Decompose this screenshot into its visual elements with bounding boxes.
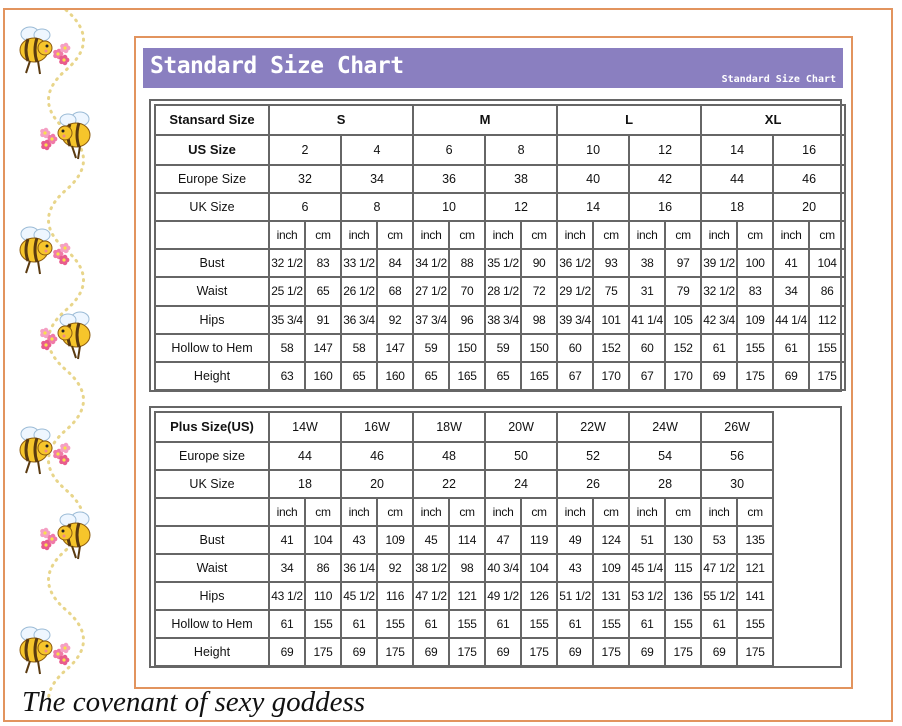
unit-cm: cm xyxy=(377,498,413,526)
measurement-row xyxy=(155,582,773,610)
europe-size-value: 46 xyxy=(341,442,413,470)
measurement-value: 39 3/4 xyxy=(557,306,593,334)
plus-size-label: 16W xyxy=(341,412,413,442)
europe-size-row xyxy=(155,165,845,193)
uk-size-row xyxy=(155,470,773,498)
page-subtitle: Standard Size Chart xyxy=(721,74,836,85)
measurement-value: 45 1/2 xyxy=(341,582,377,610)
measurement-value: 58 xyxy=(269,334,305,362)
unit-inch: inch xyxy=(701,498,737,526)
europe-size-value: 34 xyxy=(341,165,413,193)
unit-inch: inch xyxy=(413,498,449,526)
measurement-value: 61 xyxy=(269,610,305,638)
unit-inch: inch xyxy=(485,498,521,526)
measurement-value: 39 1/2 xyxy=(701,249,737,277)
measurement-value: 150 xyxy=(521,334,557,362)
us-size-value: 14 xyxy=(701,135,773,165)
measurement-value: 44 1/4 xyxy=(773,306,809,334)
measurement-value: 90 xyxy=(521,249,557,277)
measurement-value: 104 xyxy=(521,554,557,582)
measurement-value: 92 xyxy=(377,554,413,582)
unit-inch: inch xyxy=(557,498,593,526)
europe-size-value: 32 xyxy=(269,165,341,193)
measurement-value: 126 xyxy=(521,582,557,610)
measurement-value: 35 1/2 xyxy=(485,249,521,277)
measurement-value: 25 1/2 xyxy=(269,277,305,305)
measurement-value: 147 xyxy=(305,334,341,362)
unit-cm: cm xyxy=(737,221,773,249)
footer-caption: The covenant of sexy goddess xyxy=(22,686,366,718)
unit-cm: cm xyxy=(377,221,413,249)
unit-inch: inch xyxy=(557,221,593,249)
unit-cm: cm xyxy=(809,221,845,249)
measurement-value: 155 xyxy=(305,610,341,638)
unit-inch: inch xyxy=(629,498,665,526)
measurement-value: 34 xyxy=(773,277,809,305)
measurement-value: 61 xyxy=(485,610,521,638)
plus-size-table xyxy=(154,411,774,667)
measurement-value: 155 xyxy=(593,610,629,638)
measurement-value: 109 xyxy=(737,306,773,334)
measurement-value: 67 xyxy=(557,362,593,390)
unit-cm: cm xyxy=(521,498,557,526)
row-label: Hips xyxy=(155,306,269,334)
europe-size-row xyxy=(155,442,773,470)
measurement-value: 49 1/2 xyxy=(485,582,521,610)
uk-size-value: 6 xyxy=(269,193,341,221)
uk-size-value: 14 xyxy=(557,193,629,221)
measurement-row xyxy=(155,277,845,305)
measurement-value: 135 xyxy=(737,526,773,554)
measurement-value: 155 xyxy=(377,610,413,638)
uk-size-value: 16 xyxy=(629,193,701,221)
uk-size-value: 12 xyxy=(485,193,557,221)
measurement-value: 47 xyxy=(485,526,521,554)
measurement-value: 47 1/2 xyxy=(413,582,449,610)
size-group-label: S xyxy=(269,105,413,135)
us-size-value: 10 xyxy=(557,135,629,165)
size-group-label: XL xyxy=(701,105,845,135)
row-label: Bust xyxy=(155,526,269,554)
unit-inch: inch xyxy=(629,221,665,249)
plus-size-label: 18W xyxy=(413,412,485,442)
measurement-value: 59 xyxy=(485,334,521,362)
uk-size-value: 28 xyxy=(629,470,701,498)
measurement-value: 36 1/4 xyxy=(341,554,377,582)
measurement-value: 98 xyxy=(521,306,557,334)
measurement-value: 72 xyxy=(521,277,557,305)
measurement-value: 130 xyxy=(665,526,701,554)
unit-inch: inch xyxy=(341,221,377,249)
measurement-value: 110 xyxy=(305,582,341,610)
measurement-value: 105 xyxy=(665,306,701,334)
measurement-value: 124 xyxy=(593,526,629,554)
measurement-value: 59 xyxy=(413,334,449,362)
measurement-value: 49 xyxy=(557,526,593,554)
measurement-value: 36 1/2 xyxy=(557,249,593,277)
us-size-value: 6 xyxy=(413,135,485,165)
measurement-value: 69 xyxy=(557,638,593,666)
measurement-value: 69 xyxy=(701,638,737,666)
size-group-label: M xyxy=(413,105,557,135)
measurement-value: 32 1/2 xyxy=(269,249,305,277)
measurement-value: 65 xyxy=(341,362,377,390)
measurement-value: 53 xyxy=(701,526,737,554)
measurement-value: 61 xyxy=(557,610,593,638)
measurement-value: 32 1/2 xyxy=(701,277,737,305)
us-size-value: 12 xyxy=(629,135,701,165)
row-label: US Size xyxy=(155,135,269,165)
measurement-value: 86 xyxy=(305,554,341,582)
measurement-value: 70 xyxy=(449,277,485,305)
us-size-value: 4 xyxy=(341,135,413,165)
measurement-value: 37 3/4 xyxy=(413,306,449,334)
unit-inch: inch xyxy=(701,221,737,249)
measurement-value: 83 xyxy=(737,277,773,305)
measurement-value: 45 1/4 xyxy=(629,554,665,582)
uk-size-value: 26 xyxy=(557,470,629,498)
measurement-value: 38 1/2 xyxy=(413,554,449,582)
measurement-value: 43 xyxy=(557,554,593,582)
unit-inch: inch xyxy=(485,221,521,249)
measurement-value: 155 xyxy=(449,610,485,638)
uk-size-row xyxy=(155,193,845,221)
measurement-value: 41 xyxy=(269,526,305,554)
measurement-value: 43 1/2 xyxy=(269,582,305,610)
measurement-value: 160 xyxy=(377,362,413,390)
measurement-value: 41 1/4 xyxy=(629,306,665,334)
us-size-value: 8 xyxy=(485,135,557,165)
measurement-value: 119 xyxy=(521,526,557,554)
measurement-value: 175 xyxy=(809,362,845,390)
row-label: Stansard Size xyxy=(155,105,269,135)
measurement-value: 175 xyxy=(665,638,701,666)
measurement-value: 101 xyxy=(593,306,629,334)
measurement-value: 51 xyxy=(629,526,665,554)
measurement-value: 69 xyxy=(341,638,377,666)
plus-size-table-frame xyxy=(149,406,842,668)
measurement-value: 28 1/2 xyxy=(485,277,521,305)
measurement-value: 88 xyxy=(449,249,485,277)
measurement-value: 100 xyxy=(737,249,773,277)
measurement-value: 98 xyxy=(449,554,485,582)
measurement-value: 65 xyxy=(485,362,521,390)
measurement-value: 114 xyxy=(449,526,485,554)
unit-cm: cm xyxy=(449,221,485,249)
measurement-value: 116 xyxy=(377,582,413,610)
measurement-value: 155 xyxy=(737,610,773,638)
unit-cm: cm xyxy=(737,498,773,526)
measurement-value: 175 xyxy=(737,362,773,390)
measurement-value: 35 3/4 xyxy=(269,306,305,334)
measurement-value: 60 xyxy=(557,334,593,362)
bee-decoration-column xyxy=(6,10,126,700)
measurement-row xyxy=(155,638,773,666)
measurement-row xyxy=(155,526,773,554)
measurement-value: 38 xyxy=(629,249,665,277)
measurement-value: 104 xyxy=(809,249,845,277)
measurement-value: 43 xyxy=(341,526,377,554)
measurement-value: 34 1/2 xyxy=(413,249,449,277)
row-label: Hollow to Hem xyxy=(155,334,269,362)
measurement-value: 69 xyxy=(485,638,521,666)
europe-size-value: 40 xyxy=(557,165,629,193)
measurement-value: 34 xyxy=(269,554,305,582)
measurement-value: 65 xyxy=(305,277,341,305)
europe-size-value: 36 xyxy=(413,165,485,193)
measurement-value: 58 xyxy=(341,334,377,362)
measurement-value: 131 xyxy=(593,582,629,610)
measurement-value: 41 xyxy=(773,249,809,277)
row-label: UK Size xyxy=(155,470,269,498)
uk-size-value: 20 xyxy=(341,470,413,498)
measurement-value: 61 xyxy=(413,610,449,638)
size-group-header-row xyxy=(155,105,845,135)
measurement-value: 51 1/2 xyxy=(557,582,593,610)
europe-size-value: 44 xyxy=(269,442,341,470)
measurement-value: 53 1/2 xyxy=(629,582,665,610)
measurement-row xyxy=(155,249,845,277)
measurement-value: 104 xyxy=(305,526,341,554)
unit-cm: cm xyxy=(665,498,701,526)
europe-size-value: 50 xyxy=(485,442,557,470)
europe-size-value: 38 xyxy=(485,165,557,193)
europe-size-value: 46 xyxy=(773,165,845,193)
measurement-value: 175 xyxy=(737,638,773,666)
measurement-value: 115 xyxy=(665,554,701,582)
plus-size-label: 22W xyxy=(557,412,629,442)
measurement-value: 165 xyxy=(521,362,557,390)
uk-size-value: 22 xyxy=(413,470,485,498)
unit-cm: cm xyxy=(593,498,629,526)
measurement-value: 61 xyxy=(701,610,737,638)
measurement-value: 175 xyxy=(377,638,413,666)
plus-size-label: 14W xyxy=(269,412,341,442)
page-title: Standard Size Chart xyxy=(150,53,404,79)
measurement-value: 147 xyxy=(377,334,413,362)
measurement-value: 152 xyxy=(665,334,701,362)
unit-cm: cm xyxy=(593,221,629,249)
standard-size-table-frame xyxy=(149,99,842,392)
measurement-value: 36 3/4 xyxy=(341,306,377,334)
uk-size-value: 8 xyxy=(341,193,413,221)
measurement-value: 97 xyxy=(665,249,701,277)
row-label: Hips xyxy=(155,582,269,610)
measurement-value: 69 xyxy=(269,638,305,666)
unit-cm: cm xyxy=(305,221,341,249)
measurement-value: 67 xyxy=(629,362,665,390)
unit-row xyxy=(155,498,773,526)
row-label: Bust xyxy=(155,249,269,277)
measurement-value: 38 3/4 xyxy=(485,306,521,334)
row-label: Height xyxy=(155,362,269,390)
measurement-value: 61 xyxy=(629,610,665,638)
unit-cm: cm xyxy=(665,221,701,249)
plus-size-header-row xyxy=(155,412,773,442)
measurement-value: 175 xyxy=(449,638,485,666)
row-label: Hollow to Hem xyxy=(155,610,269,638)
measurement-value: 141 xyxy=(737,582,773,610)
measurement-value: 91 xyxy=(305,306,341,334)
measurement-value: 26 1/2 xyxy=(341,277,377,305)
measurement-value: 84 xyxy=(377,249,413,277)
us-size-value: 16 xyxy=(773,135,845,165)
unit-inch: inch xyxy=(269,221,305,249)
measurement-value: 96 xyxy=(449,306,485,334)
uk-size-value: 20 xyxy=(773,193,845,221)
row-label: Waist xyxy=(155,554,269,582)
us-size-row xyxy=(155,135,845,165)
measurement-value: 75 xyxy=(593,277,629,305)
measurement-value: 61 xyxy=(701,334,737,362)
measurement-value: 69 xyxy=(701,362,737,390)
measurement-value: 69 xyxy=(413,638,449,666)
measurement-value: 65 xyxy=(413,362,449,390)
unit-inch: inch xyxy=(773,221,809,249)
measurement-value: 112 xyxy=(809,306,845,334)
measurement-value: 175 xyxy=(305,638,341,666)
measurement-value: 68 xyxy=(377,277,413,305)
measurement-value: 155 xyxy=(521,610,557,638)
measurement-value: 47 1/2 xyxy=(701,554,737,582)
uk-size-value: 10 xyxy=(413,193,485,221)
measurement-value: 109 xyxy=(593,554,629,582)
measurement-value: 92 xyxy=(377,306,413,334)
europe-size-value: 56 xyxy=(701,442,773,470)
title-banner xyxy=(143,48,843,88)
measurement-value: 121 xyxy=(449,582,485,610)
measurement-value: 175 xyxy=(593,638,629,666)
row-label: UK Size xyxy=(155,193,269,221)
measurement-value: 86 xyxy=(809,277,845,305)
measurement-value: 93 xyxy=(593,249,629,277)
europe-size-value: 52 xyxy=(557,442,629,470)
europe-size-value: 42 xyxy=(629,165,701,193)
measurement-value: 121 xyxy=(737,554,773,582)
measurement-value: 170 xyxy=(665,362,701,390)
measurement-value: 175 xyxy=(521,638,557,666)
bee-with-flowers-icon xyxy=(6,10,126,700)
uk-size-value: 24 xyxy=(485,470,557,498)
uk-size-value: 30 xyxy=(701,470,773,498)
measurement-value: 155 xyxy=(665,610,701,638)
measurement-value: 69 xyxy=(629,638,665,666)
unit-inch: inch xyxy=(269,498,305,526)
measurement-value: 136 xyxy=(665,582,701,610)
measurement-value: 63 xyxy=(269,362,305,390)
row-label: Europe Size xyxy=(155,165,269,193)
unit-inch: inch xyxy=(413,221,449,249)
measurement-value: 55 1/2 xyxy=(701,582,737,610)
standard-size-table xyxy=(154,104,846,391)
measurement-row xyxy=(155,306,845,334)
measurement-value: 45 xyxy=(413,526,449,554)
measurement-row xyxy=(155,334,845,362)
measurement-value: 40 3/4 xyxy=(485,554,521,582)
plus-size-label: 26W xyxy=(701,412,773,442)
europe-size-value: 44 xyxy=(701,165,773,193)
row-label-empty xyxy=(155,221,269,249)
us-size-value: 2 xyxy=(269,135,341,165)
row-label: Height xyxy=(155,638,269,666)
row-label: Waist xyxy=(155,277,269,305)
measurement-value: 155 xyxy=(809,334,845,362)
measurement-value: 60 xyxy=(629,334,665,362)
uk-size-value: 18 xyxy=(269,470,341,498)
measurement-value: 29 1/2 xyxy=(557,277,593,305)
measurement-value: 165 xyxy=(449,362,485,390)
measurement-value: 61 xyxy=(341,610,377,638)
measurement-value: 150 xyxy=(449,334,485,362)
measurement-value: 42 3/4 xyxy=(701,306,737,334)
row-label: Europe size xyxy=(155,442,269,470)
measurement-value: 83 xyxy=(305,249,341,277)
plus-size-label: 20W xyxy=(485,412,557,442)
measurement-value: 69 xyxy=(773,362,809,390)
measurement-value: 155 xyxy=(737,334,773,362)
measurement-value: 27 1/2 xyxy=(413,277,449,305)
unit-cm: cm xyxy=(449,498,485,526)
europe-size-value: 54 xyxy=(629,442,701,470)
plus-size-label: 24W xyxy=(629,412,701,442)
row-label: Plus Size(US) xyxy=(155,412,269,442)
measurement-value: 170 xyxy=(593,362,629,390)
europe-size-value: 48 xyxy=(413,442,485,470)
row-label-empty xyxy=(155,498,269,526)
measurement-value: 152 xyxy=(593,334,629,362)
measurement-value: 79 xyxy=(665,277,701,305)
size-group-label: L xyxy=(557,105,701,135)
measurement-row xyxy=(155,362,845,390)
unit-row xyxy=(155,221,845,249)
measurement-value: 109 xyxy=(377,526,413,554)
unit-cm: cm xyxy=(305,498,341,526)
unit-cm: cm xyxy=(521,221,557,249)
measurement-value: 33 1/2 xyxy=(341,249,377,277)
measurement-row xyxy=(155,554,773,582)
uk-size-value: 18 xyxy=(701,193,773,221)
measurement-value: 31 xyxy=(629,277,665,305)
measurement-value: 160 xyxy=(305,362,341,390)
unit-inch: inch xyxy=(341,498,377,526)
measurement-row xyxy=(155,610,773,638)
measurement-value: 61 xyxy=(773,334,809,362)
